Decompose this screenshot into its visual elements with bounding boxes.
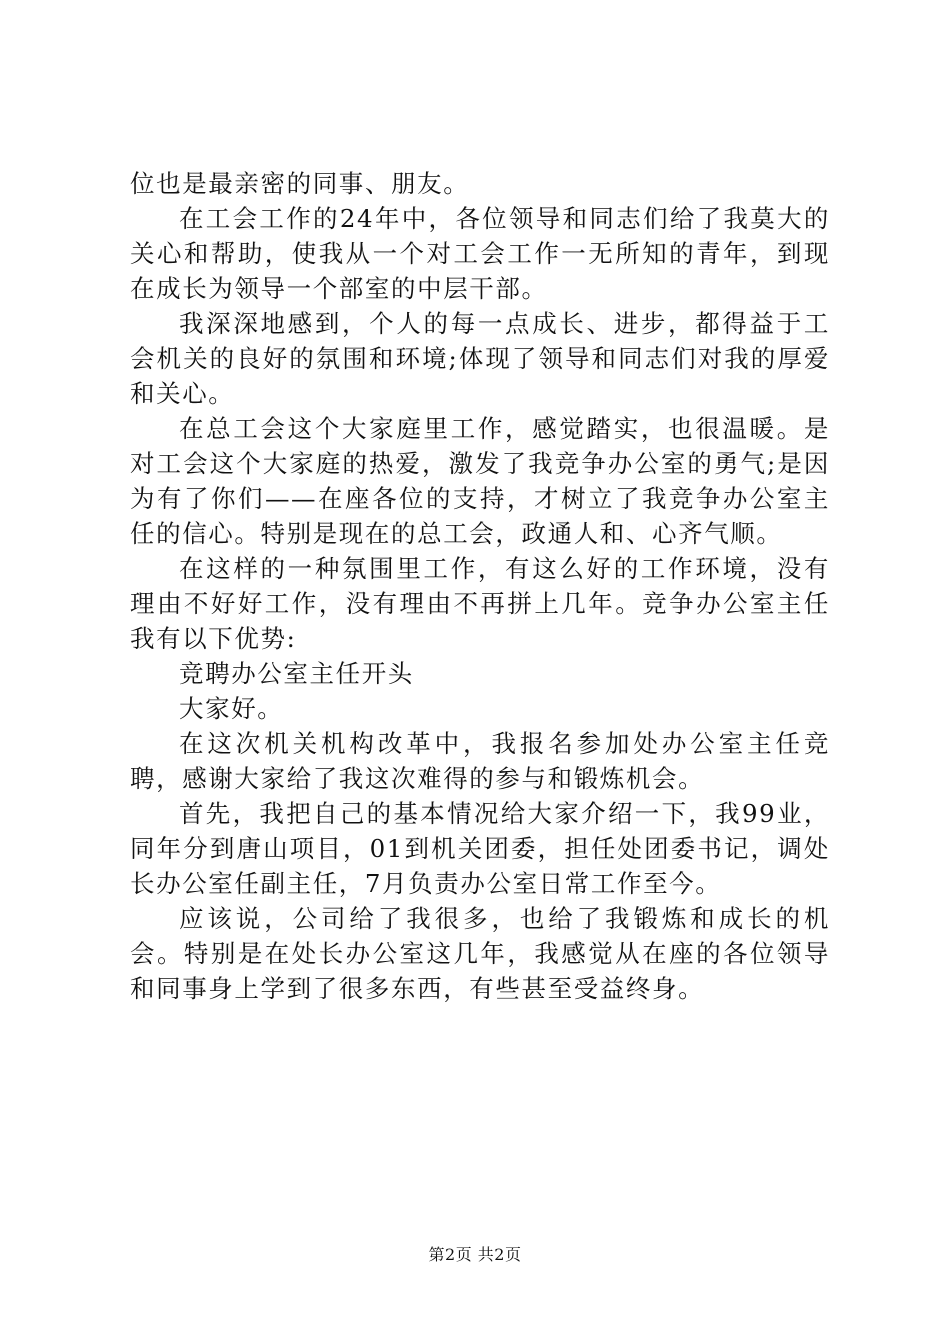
paragraph-5: 在这样的一种氛围里工作，有这么好的工作环境，没有理由不好好工作，没有理由不再拼上几年。竞争办公室主任我有以下优势: bbox=[130, 554, 830, 653]
paragraph-7: 大家好。 bbox=[179, 694, 284, 723]
paragraph-2: 在工会工作的24年中，各位领导和同志们给了我莫大的关心和帮助，使我从一个对工会工作一无所知的青年，到现在成长为领导一个部室的中层干部。 bbox=[130, 204, 830, 303]
paragraph-3: 我深深地感到，个人的每一点成长、进步，都得益于工会机关的良好的氛围和环境;体现了领导和同志们对我的厚爱和关心。 bbox=[130, 309, 830, 408]
page-footer bbox=[0, 1244, 950, 1266]
paragraph-1: 位也是最亲密的同事、朋友。 bbox=[130, 169, 470, 198]
page-number-label: 第2页 共2页 bbox=[428, 1245, 522, 1264]
paragraph-4: 在总工会这个大家庭里工作，感觉踏实，也很温暖。是对工会这个大家庭的热爱，激发了我竞争办公室的勇气;是因为有了你们——在座各位的支持，才树立了我竞争办公室主任的信心。特别是现在的总工会，政通人和、心齐气顺。 bbox=[130, 414, 830, 548]
document-body bbox=[130, 166, 830, 1006]
paragraph-8: 在这次机关机构改革中，我报名参加处办公室主任竞聘，感谢大家给了我这次难得的参与和锻炼机会。 bbox=[130, 729, 830, 793]
paragraph-9: 首先，我把自己的基本情况给大家介绍一下，我99业，同年分到唐山项目，01到机关团委，担任处团委书记，调处长办公室任副主任，7月负责办公室日常工作至今。 bbox=[130, 799, 830, 898]
paragraph-6: 竞聘办公室主任开头 bbox=[179, 659, 414, 688]
paragraph-10: 应该说，公司给了我很多，也给了我锻炼和成长的机会。特别是在处长办公室这几年，我感觉从在座的各位领导和同事身上学到了很多东西，有些甚至受益终身。 bbox=[130, 904, 830, 1003]
